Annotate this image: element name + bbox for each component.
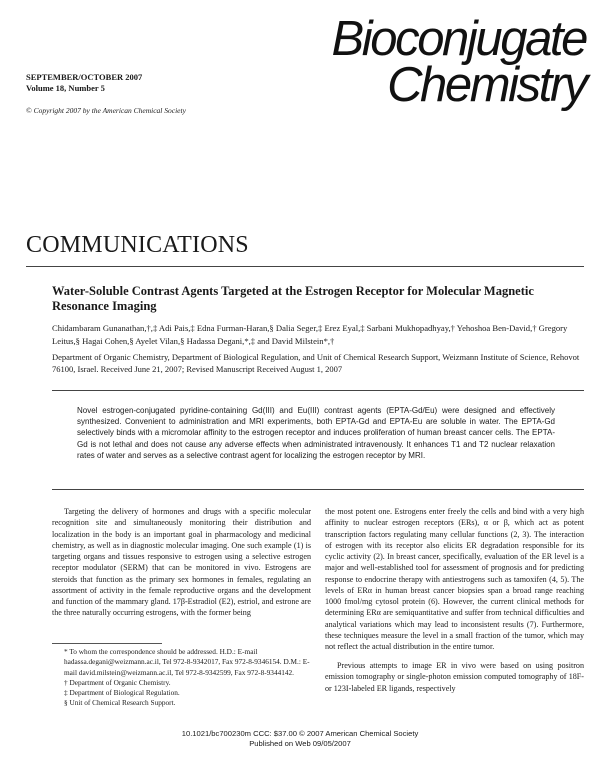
footnotes xyxy=(52,647,311,709)
volume-number: Volume 18, Number 5 xyxy=(26,83,105,93)
body-column-right: the most potent one. Estrogens enter freely the cells and bind with a very high affinity to nuclear estrogen receptors (ERs), α or β, which act as potent transcription factors regulating many cellular functions (2, 3). The interaction of estrogen with its receptor also elicits ER degradation responsible for its cyclic activity (2). In breast cancer, specifically, evaluation of the ER level is a major and well-established tool for assessment of prognosis and for predicting response to endocrine therapy with antiestrogens such as tamoxifen (4, 5). The levels of ERα in human breast cancer biopsies span a broad range reaching 1000 fmol/mg cytosol protein (6). However, the current clinical methods for determining ERα are semiquantitative and suffer from technical difficulties and analytical variations which may lead to inconsistent results (7). Furthermore, these techniques measure the level in a small fraction of the tumor, which may not reflect the actual distribution in the entire tumor. xyxy=(325,507,584,651)
published-date: Published on Web 09/05/2007 xyxy=(249,739,351,748)
journal-name-line1: Bioconjugate xyxy=(331,12,586,66)
footnote-rule xyxy=(52,643,162,644)
body-column-right-paragraph-2: Previous attempts to image ER in vivo were based on using positron emission tomography or single-photon emission computed tomography of 18F- or 123I-labeled ER ligands, respectively xyxy=(325,661,584,693)
doi-footer xyxy=(0,729,600,749)
affiliation-and-dates: Department of Organic Chemistry, Department of Biological Regulation, and Unit of Chemical Research Support, Weizmann Institute of Science, Rehovot 76100, Israel. Received June 21, 2007; Revised Manuscript Received August 1, 2007 xyxy=(52,352,580,374)
footnote-biological-regulation: ‡ Department of Biological Regulation. xyxy=(64,688,180,698)
issue-info xyxy=(26,72,142,94)
body-column-left: Targeting the delivery of hormones and drugs with a specific molecular recognition site and simultaneously monitoring their distribution and localization in the body is an important goal in pharmacology and medicinal chemistry, as well as in diagnostic molecular imaging. One such example (1) is targeting organs and tissues responsive to estrogen using a selective estrogen receptor modulator (SERM) that can be monitored in vivo. Estrogens are steroids that function as the primary sex hormones in females, regulating an assortment of activity in the female reproductive organs and the development and function of the mammary gland. 17β-Estradiol (E2), estriol, and estrone are the three naturally occurring estrogens, with the former being xyxy=(52,507,311,618)
article-title: Water-Soluble Contrast Agents Targeted at the Estrogen Receptor for Molecular Magnetic Resonance Imaging xyxy=(52,284,534,313)
footnote-correspondence: * To whom the correspondence should be addressed. H.D.: E-mail hadassa.degani@weizmann.ac.il, Tel 972-8-9342017, Fax 972-8-9346154. D.M.: E-mail david.milstein@weizmann.ac.il, Tel 972-8-9342599, Fax 972-8-9344142. xyxy=(64,647,310,677)
abstract-top-rule xyxy=(52,390,584,391)
journal-logo xyxy=(276,12,586,112)
author-list: Chidambaram Gunanathan,†,‡ Adi Pais,‡ Edna Furman-Haran,§ Dalia Seger,‡ Erez Eyal,‡ Sarbani Mukhopadhyay,† Yehoshoa Ben-David,† Gregory Leitus,§ Hagai Cohen,§ Ayelet Vilan,§ Hadassa Degani,*,‡ and David Milstein*,† xyxy=(52,323,568,346)
section-heading: COMMUNICATIONS xyxy=(26,232,249,258)
footnote-chemical-research: § Unit of Chemical Research Support. xyxy=(64,698,176,708)
footnote-organic-chemistry: † Department of Organic Chemistry. xyxy=(64,677,171,687)
copyright-notice: © Copyright 2007 by the American Chemical Society xyxy=(26,106,186,115)
journal-name-line2: Chemistry xyxy=(387,58,586,112)
issue-date: SEPTEMBER/OCTOBER 2007 xyxy=(26,72,143,82)
abstract-bottom-rule xyxy=(52,489,584,490)
abstract: Novel estrogen-conjugated pyridine-containing Gd(III) and Eu(III) contrast agents (EPTA-Gd/Eu) were designed and effectively synthesized. Convenient to administration and MRI experiments, both EPTA-Gd and EPTA-Eu are soluble in water. The EPTA-Gd selectively binds with a micromolar affinity to the estrogen receptor and induces proliferation of human breast cancer cells. The EPTA-Gd is not lethal and does not cause any adverse effects when administrated intravenously. It enhances T1 and T2 nuclear relaxation rates of water and serves as a selective contrast agent for localizing the estrogen receptor by MRI. xyxy=(77,406,555,460)
section-rule xyxy=(26,266,584,267)
doi-line: 10.1021/bc700230m CCC: $37.00 © 2007 American Chemical Society xyxy=(181,729,419,738)
